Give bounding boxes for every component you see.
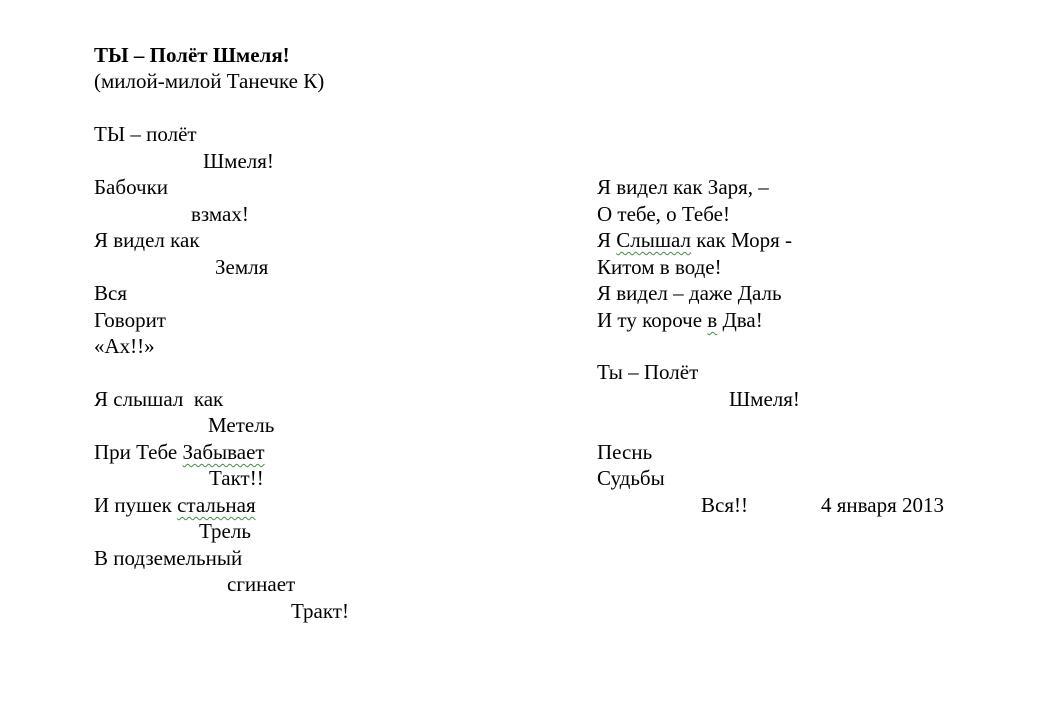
poem-line: Песнь xyxy=(597,440,653,464)
poem-line: ТЫ – полёт xyxy=(94,122,197,146)
spellcheck-underlined-word: в xyxy=(707,308,718,332)
poem-line: «Ах!!» xyxy=(94,334,155,358)
poem-line xyxy=(597,307,763,333)
poem-line: Я слышал как xyxy=(94,387,224,411)
poem-line xyxy=(597,227,792,253)
poem-line: Китом в воде! xyxy=(597,255,722,279)
poem-line: О тебе, о Тебе! xyxy=(597,202,730,226)
poem-line: взмах! xyxy=(191,202,249,226)
poem-line-part: как Моря - xyxy=(691,228,792,252)
poem-title: ТЫ – Полёт Шмеля! xyxy=(94,43,290,67)
poem-line-part: И ту короче xyxy=(597,308,708,332)
poem-line: Ты – Полёт xyxy=(597,360,699,384)
spellcheck-underlined-word: стальная xyxy=(177,493,256,517)
spellcheck-underlined-word: Слышал xyxy=(616,228,692,252)
poem-line xyxy=(94,492,256,518)
poem-line: Такт!! xyxy=(209,466,264,490)
poem-line: Трель xyxy=(199,519,251,543)
poem-line: Бабочки xyxy=(94,175,169,199)
poem-line-part: При Тебе xyxy=(94,440,183,464)
poem-line-part: И пушек xyxy=(94,493,178,517)
poem-line: Говорит xyxy=(94,308,166,332)
poem-line: Судьбы xyxy=(597,466,665,490)
poem-dedication: (милой-милой Танечке К) xyxy=(94,69,325,93)
poem-line: Я видел – даже Даль xyxy=(597,281,782,305)
poem-line-part: Два! xyxy=(717,308,763,332)
poem-line xyxy=(94,439,265,465)
poem-line: Я видел как xyxy=(94,228,200,252)
poem-line: Шмеля! xyxy=(203,149,274,173)
poem-line: Тракт! xyxy=(291,599,349,623)
poem-line: Земля xyxy=(215,255,269,279)
poem-line: сгинает xyxy=(227,572,296,596)
spellcheck-underlined-word: Забывает xyxy=(182,440,265,464)
poem-line-part: Я xyxy=(597,228,617,252)
poem-line: Шмеля! xyxy=(729,387,800,411)
poem-line: Вся!! xyxy=(701,493,748,517)
poem-line: Вся xyxy=(94,281,127,305)
poem-line: Я видел как Заря, – xyxy=(597,175,769,199)
poem-date: 4 января 2013 xyxy=(821,493,945,517)
poem-line: Метель xyxy=(208,413,275,437)
poem-line: В подземельный xyxy=(94,546,243,570)
